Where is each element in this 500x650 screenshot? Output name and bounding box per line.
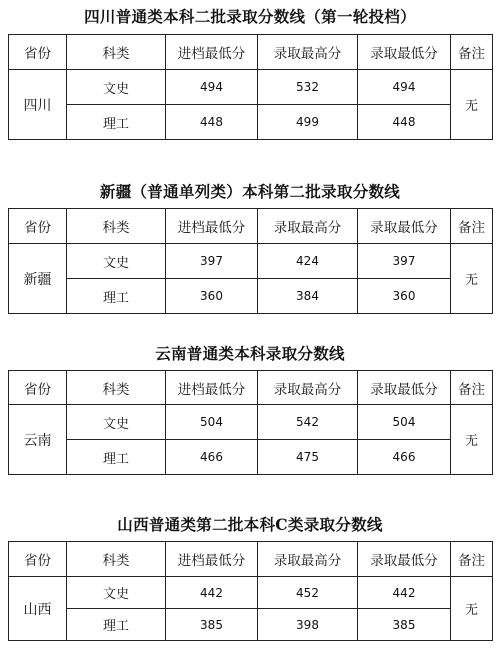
admit-min-cell: 466 — [358, 440, 451, 475]
enter-min-cell: 448 — [166, 105, 258, 140]
admit-max-cell: 384 — [258, 279, 358, 314]
note-cell: 无 — [451, 244, 493, 314]
header-province: 省份 — [9, 371, 67, 405]
enter-min-cell: 397 — [166, 244, 258, 279]
section-sichuan — [0, 6, 500, 132]
header-admit-max: 录取最高分 — [258, 35, 358, 70]
enter-min-cell: 504 — [166, 405, 258, 440]
note-cell: 无 — [451, 70, 493, 140]
enter-min-cell: 466 — [166, 440, 258, 475]
header-category: 科类 — [67, 542, 166, 577]
header-admit-min: 录取最低分 — [358, 209, 451, 244]
admit-max-cell: 475 — [258, 440, 358, 475]
admit-min-cell: 504 — [358, 405, 451, 440]
header-note: 备注 — [451, 542, 493, 577]
province-cell: 四川 — [9, 70, 67, 140]
header-province: 省份 — [9, 35, 67, 70]
header-admit-max: 录取最高分 — [258, 209, 358, 244]
admit-max-cell: 542 — [258, 405, 358, 440]
enter-min-cell: 360 — [166, 279, 258, 314]
table-row — [9, 609, 493, 641]
category-cell: 理工 — [67, 609, 166, 641]
admit-min-cell: 442 — [358, 577, 451, 609]
header-note: 备注 — [451, 371, 493, 405]
table-row — [9, 279, 493, 314]
section-title: 四川普通类本科二批录取分数线（第一轮投档） — [84, 7, 416, 26]
enter-min-cell: 385 — [166, 609, 258, 641]
score-table — [8, 370, 493, 475]
table-row — [9, 440, 493, 475]
header-category: 科类 — [67, 371, 166, 405]
header-enter-min: 进档最低分 — [166, 542, 258, 577]
category-cell: 理工 — [67, 440, 166, 475]
province-cell: 山西 — [9, 577, 67, 641]
section-shanxi — [0, 514, 500, 634]
admit-max-cell: 532 — [258, 70, 358, 105]
section-yunnan — [0, 343, 500, 467]
header-row — [9, 35, 493, 70]
header-enter-min: 进档最低分 — [166, 209, 258, 244]
section-title: 新疆（普通单列类）本科第二批录取分数线 — [99, 182, 401, 201]
admit-min-cell: 494 — [358, 70, 451, 105]
header-admit-max: 录取最高分 — [258, 542, 358, 577]
table-row — [9, 405, 493, 440]
score-table — [8, 34, 493, 140]
header-category: 科类 — [67, 209, 166, 244]
section-title: 山西普通类第二批本科C类录取分数线 — [117, 515, 383, 534]
admit-min-cell: 397 — [358, 244, 451, 279]
province-cell: 云南 — [9, 405, 67, 475]
header-note: 备注 — [451, 209, 493, 244]
admit-max-cell: 424 — [258, 244, 358, 279]
header-category: 科类 — [67, 35, 166, 70]
table-row — [9, 577, 493, 609]
header-province: 省份 — [9, 209, 67, 244]
admit-min-cell: 360 — [358, 279, 451, 314]
province-cell: 新疆 — [9, 244, 67, 314]
section-title: 云南普通类本科录取分数线 — [155, 344, 345, 363]
header-note: 备注 — [451, 35, 493, 70]
category-cell: 文史 — [67, 405, 166, 440]
header-row — [9, 542, 493, 577]
admit-min-cell: 448 — [358, 105, 451, 140]
table-row — [9, 244, 493, 279]
section-xinjiang — [0, 181, 500, 306]
admit-max-cell: 398 — [258, 609, 358, 641]
header-enter-min: 进档最低分 — [166, 371, 258, 405]
category-cell: 理工 — [67, 279, 166, 314]
header-admit-min: 录取最低分 — [358, 371, 451, 405]
category-cell: 文史 — [67, 244, 166, 279]
header-admit-max: 录取最高分 — [258, 371, 358, 405]
score-table — [8, 208, 493, 314]
header-row — [9, 209, 493, 244]
note-cell: 无 — [451, 405, 493, 475]
category-cell: 理工 — [67, 105, 166, 140]
category-cell: 文史 — [67, 577, 166, 609]
header-row — [9, 371, 493, 405]
score-table — [8, 541, 493, 641]
header-province: 省份 — [9, 542, 67, 577]
header-admit-min: 录取最低分 — [358, 35, 451, 70]
admit-max-cell: 499 — [258, 105, 358, 140]
table-row — [9, 70, 493, 105]
header-enter-min: 进档最低分 — [166, 35, 258, 70]
admit-min-cell: 385 — [358, 609, 451, 641]
table-row — [9, 105, 493, 140]
header-admit-min: 录取最低分 — [358, 542, 451, 577]
category-cell: 文史 — [67, 70, 166, 105]
enter-min-cell: 442 — [166, 577, 258, 609]
enter-min-cell: 494 — [166, 70, 258, 105]
note-cell: 无 — [451, 577, 493, 641]
admit-max-cell: 452 — [258, 577, 358, 609]
